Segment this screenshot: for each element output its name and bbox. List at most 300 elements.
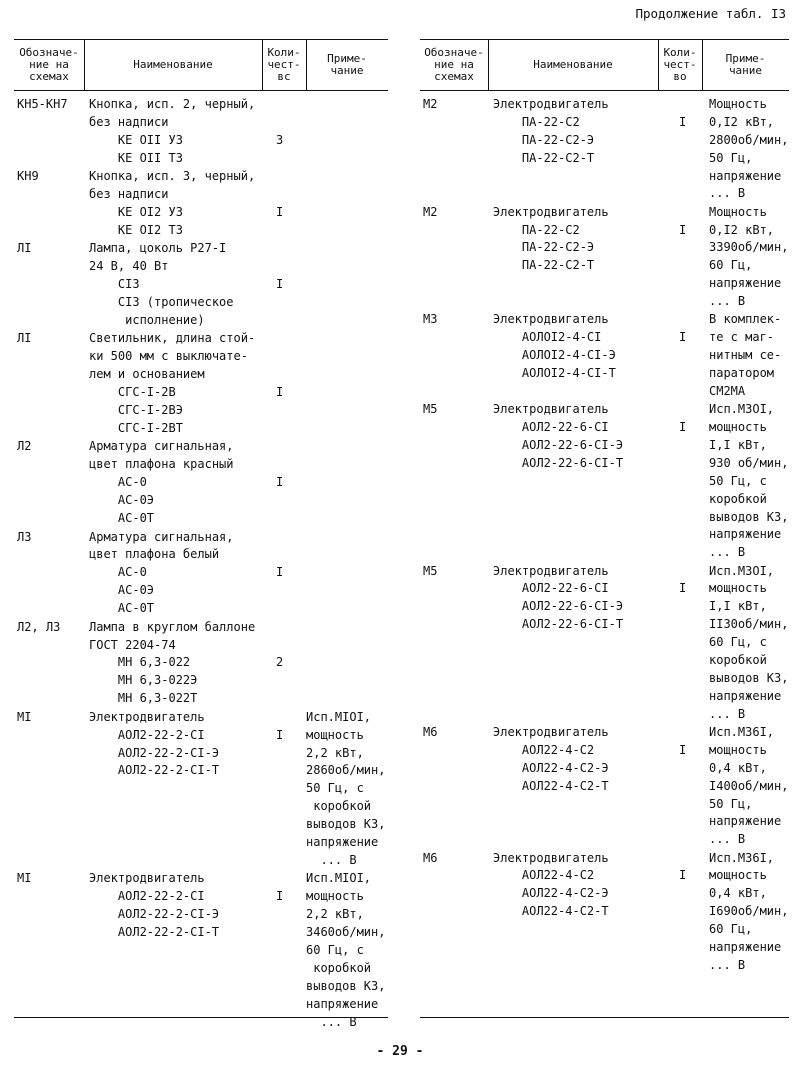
note-cell: Исп.М3ОI, [709, 402, 775, 417]
name-cell: Лампа, цоколь Р27-I [89, 241, 227, 256]
row-line [14, 222, 388, 240]
name-cell: АОЛ2-22-2-СI-Э [89, 907, 220, 922]
row-line [420, 670, 789, 688]
name-cell: лем и основанием [89, 367, 205, 382]
note-cell: те с маг- [709, 330, 775, 345]
row-line [420, 921, 789, 939]
row-line [420, 634, 789, 652]
note-cell: напряжение [709, 527, 782, 542]
note-cell: выводов КЗ, [306, 817, 386, 832]
quantity-cell: I [679, 330, 687, 345]
header-qty: Коли- чест- во [663, 46, 697, 83]
row-line [420, 401, 789, 419]
row-line [14, 834, 388, 852]
row-line [14, 438, 388, 456]
row-line [420, 168, 789, 186]
row-line [420, 114, 789, 132]
row-line [14, 366, 388, 384]
name-cell: КЕ ОI2 УЗ [89, 204, 183, 219]
name-cell: без надписи [89, 114, 169, 129]
name-cell: АОЛ2-22-6-СI [493, 581, 609, 596]
name-cell: ПА-22-С2-Т [493, 258, 595, 273]
note-cell: 50 Гц, с [709, 473, 767, 488]
note-cell: напряжение [709, 940, 782, 954]
designation-cell: Л3 [17, 529, 32, 544]
row-line [14, 762, 388, 780]
table-row [14, 96, 388, 168]
note-cell: Исп.МIОI, [306, 871, 372, 886]
name-cell: СIЗ [89, 277, 140, 292]
name-cell: Электродвигатель [493, 97, 609, 111]
row-line [420, 509, 789, 527]
quantity-cell: I [679, 222, 687, 237]
row-line [420, 96, 789, 114]
row-line [420, 311, 789, 329]
note-cell: мощность [306, 889, 364, 904]
row-line [14, 637, 388, 655]
row-line [420, 455, 789, 473]
note-cell: напряжение [306, 996, 379, 1011]
note-cell: коробкой [306, 960, 372, 975]
row-line [420, 867, 789, 885]
row-line [14, 709, 388, 727]
row-line [14, 312, 388, 330]
row-line [14, 204, 388, 222]
designation-cell: М6 [423, 850, 438, 865]
row-line [14, 672, 388, 690]
quantity-cell: I [679, 742, 687, 757]
note-cell: коробкой [709, 491, 767, 506]
note-cell: II30об/мин, [709, 617, 789, 632]
note-cell: 50 Гц, с [306, 781, 364, 796]
row-line [420, 563, 789, 581]
note-cell: 2800об/мин, [709, 132, 789, 147]
table-row [420, 563, 789, 724]
left-table-body [14, 91, 388, 1032]
table-row [14, 709, 388, 870]
quantity-cell: I [679, 114, 687, 129]
row-line [14, 258, 388, 276]
name-cell: АОЛОI2-4-СI-Э [493, 348, 616, 363]
name-cell: Электродвигатель [89, 871, 205, 886]
header-name: Наименование [533, 58, 613, 71]
right-table-body [420, 91, 789, 975]
row-line [420, 526, 789, 544]
row-line [420, 957, 789, 975]
row-line [14, 546, 388, 564]
name-cell: исполнение) [89, 312, 205, 327]
row-line [14, 474, 388, 492]
quantity-cell: I [679, 581, 687, 596]
row-line [420, 132, 789, 150]
quantity-cell: I [276, 475, 284, 490]
row-line [420, 419, 789, 437]
row-line [420, 850, 789, 868]
row-line [420, 239, 789, 257]
row-line [14, 996, 388, 1014]
row-line [420, 885, 789, 903]
note-cell: 60 Гц, с [306, 942, 364, 957]
note-cell: 2,2 кВт, [306, 907, 364, 922]
row-line [420, 813, 789, 831]
header-note: Приме- чание [327, 52, 367, 77]
row-line [14, 294, 388, 312]
row-line [14, 168, 388, 186]
name-cell: МН 6,3-022Э [89, 673, 198, 688]
row-line [420, 778, 789, 796]
row-line [420, 222, 789, 240]
quantity-cell: I [679, 420, 687, 435]
note-cell: 0,4 кВт, [709, 760, 767, 775]
name-cell: АОЛ2-22-6-СI-Т [493, 617, 624, 632]
note-cell: ... В [709, 545, 746, 560]
row-line [14, 402, 388, 420]
table-row [14, 529, 388, 619]
row-line [14, 529, 388, 547]
note-cell: 60 Гц, с [709, 635, 767, 650]
name-cell: ПА-22-С2-Э [493, 240, 595, 255]
designation-cell: М6 [423, 724, 438, 739]
name-cell: АОЛ2-22-2-СI [89, 727, 205, 742]
name-cell: СГС-I-2ВЭ [89, 403, 183, 418]
note-cell: 50 Гц, [709, 796, 753, 811]
designation-cell: ЛI [17, 241, 32, 256]
table-row [420, 724, 789, 849]
note-cell: выводов КЗ, [306, 978, 386, 993]
row-line [14, 690, 388, 708]
row-line [420, 742, 789, 760]
table-row [420, 204, 789, 311]
row-line [420, 347, 789, 365]
header-code: Обозначе- ние на схемах [424, 46, 484, 83]
note-cell: ... В [709, 832, 746, 847]
note-cell: СМ2МА [709, 383, 746, 398]
note-cell: I,I кВт, [709, 437, 767, 452]
name-cell: Электродвигатель [493, 563, 609, 578]
row-line [14, 780, 388, 798]
designation-cell: Л2, Л3 [17, 619, 61, 634]
name-cell: АС-0Т [89, 511, 155, 526]
note-cell: I400об/мин, [709, 778, 789, 793]
row-line [420, 652, 789, 670]
note-cell: мощность [306, 727, 364, 742]
name-cell: Электродвигатель [89, 709, 205, 724]
row-line [420, 491, 789, 509]
note-cell: Мощность [709, 204, 767, 219]
name-cell: Кнопка, исп. 2, черный, [89, 97, 256, 111]
row-line [14, 96, 388, 114]
note-cell: 0,I2 кВт, [709, 114, 775, 129]
note-cell: 0,I2 кВт, [709, 222, 775, 237]
row-line [420, 383, 789, 401]
right-table-header [420, 39, 789, 91]
name-cell: АОЛ2-22-6-СI-Т [493, 455, 624, 470]
designation-cell: МI [17, 871, 32, 886]
note-cell: нитным се- [709, 348, 782, 363]
name-cell: ПА-22-С2-Т [493, 150, 595, 165]
note-cell: ... В [306, 1014, 357, 1029]
row-line [420, 150, 789, 168]
note-cell: напряжение [709, 276, 782, 291]
header-qty: Коли- чест- вс [267, 46, 301, 83]
name-cell: цвет плафона красный [89, 457, 234, 472]
row-line [420, 257, 789, 275]
name-cell: ки 500 мм с выключате- [89, 349, 248, 364]
name-cell: Арматура сигнальная, [89, 439, 234, 454]
table-row [14, 619, 388, 709]
name-cell: Электродвигатель [493, 850, 609, 865]
table-row [14, 870, 388, 1031]
table-caption: Продолжение табл. I3 [635, 6, 786, 21]
note-cell: ... В [709, 706, 746, 721]
row-line [14, 492, 388, 510]
row-line [420, 293, 789, 311]
name-cell: АОЛ2-22-2-СI [89, 889, 205, 904]
quantity-cell: I [276, 385, 284, 400]
name-cell: АС-0Э [89, 583, 155, 598]
left-table [14, 39, 388, 1032]
row-line [14, 564, 388, 582]
designation-cell: М2 [423, 204, 438, 219]
table-row [420, 850, 789, 975]
name-cell: АОЛ22-4-С2-Э [493, 760, 609, 775]
row-line [14, 276, 388, 294]
row-line [420, 796, 789, 814]
row-line [420, 760, 789, 778]
row-line [14, 745, 388, 763]
name-cell: СГС-I-2В [89, 385, 176, 400]
header-code: Обозначе- ние на схемах [19, 46, 79, 83]
note-cell: 3460об/мин, [306, 925, 386, 940]
row-line [420, 598, 789, 616]
row-line [14, 870, 388, 888]
row-line [420, 831, 789, 849]
row-line [14, 420, 388, 438]
name-cell: АОЛОI2-4-СI [493, 330, 602, 345]
row-line [420, 616, 789, 634]
quantity-cell: I [276, 889, 284, 904]
note-cell: Исп.МIОI, [306, 709, 372, 724]
name-cell: АОЛ2-22-2-СI-Т [89, 925, 220, 940]
note-cell: 60 Гц, [709, 922, 753, 937]
row-line [14, 816, 388, 834]
row-line [420, 437, 789, 455]
note-cell: 50 Гц, [709, 150, 753, 165]
name-cell: ПА-22-С2 [493, 222, 580, 237]
row-line [420, 473, 789, 491]
header-name: Наименование [133, 58, 213, 71]
left-table-header [14, 39, 388, 91]
row-line [14, 654, 388, 672]
designation-cell: М5 [423, 563, 438, 578]
note-cell: напряжение [709, 688, 782, 703]
right-table-bottom-rule [420, 1017, 789, 1018]
note-cell: 60 Гц, [709, 258, 753, 273]
row-line [14, 888, 388, 906]
table-row [420, 96, 789, 203]
quantity-cell: I [276, 204, 284, 219]
row-line [14, 906, 388, 924]
name-cell: АОЛ22-4-С2-Э [493, 886, 609, 901]
row-line [14, 798, 388, 816]
row-line [14, 600, 388, 618]
row-line [14, 186, 388, 204]
table-row [420, 311, 789, 401]
row-line [420, 724, 789, 742]
name-cell: цвет плафона белый [89, 547, 220, 562]
note-cell: выводов КЗ, [709, 509, 789, 524]
row-line [420, 939, 789, 957]
name-cell: КЕ ОI2 ТЗ [89, 222, 183, 237]
name-cell: АОЛОI2-4-СI-Т [493, 366, 616, 381]
row-line [14, 114, 388, 132]
note-cell: мощность [709, 742, 767, 757]
row-line [14, 384, 388, 402]
table-row [420, 401, 789, 562]
row-line [420, 365, 789, 383]
name-cell: АС-0 [89, 565, 147, 580]
note-cell: напряжение [709, 814, 782, 829]
row-line [14, 978, 388, 996]
name-cell: АС-0Э [89, 493, 155, 508]
row-line [420, 544, 789, 562]
name-cell: СГС-I-2ВТ [89, 420, 183, 435]
name-cell: ПА-22-С2 [493, 114, 580, 129]
row-line [14, 619, 388, 637]
name-cell: АОЛ22-4-С2-Т [493, 778, 609, 793]
name-cell: АС-0Т [89, 601, 155, 616]
note-cell: 2,2 кВт, [306, 745, 364, 760]
row-line [14, 582, 388, 600]
quantity-cell: I [276, 565, 284, 580]
note-cell: Исп.М36I, [709, 850, 775, 865]
name-cell: МН 6,3-022Т [89, 691, 198, 706]
name-cell: АОЛ2-22-2-СI-Т [89, 763, 220, 778]
note-cell: Мощность [709, 97, 767, 111]
row-line [14, 960, 388, 978]
designation-cell: ЛI [17, 331, 32, 346]
designation-cell: МI [17, 709, 32, 724]
name-cell: ГОСТ 2204-74 [89, 637, 176, 652]
note-cell: В комплек- [709, 312, 782, 327]
name-cell: МН 6,3-022 [89, 655, 191, 670]
name-cell: АОЛ22-4-С2 [493, 868, 595, 883]
note-cell: ... В [709, 186, 746, 201]
name-cell: КЕ ОII УЗ [89, 132, 183, 147]
row-line [14, 924, 388, 942]
designation-cell: М2 [423, 97, 438, 111]
right-table [420, 39, 789, 975]
note-cell: паратором [709, 366, 775, 381]
row-line [14, 942, 388, 960]
note-cell: напряжение [709, 168, 782, 183]
table-row [14, 438, 388, 528]
row-line [420, 580, 789, 598]
table-row [14, 330, 388, 437]
name-cell: АОЛ2-22-2-СI-Э [89, 745, 220, 760]
designation-cell: М5 [423, 402, 438, 417]
name-cell: АОЛ22-4-С2 [493, 742, 595, 757]
note-cell: коробкой [306, 799, 372, 814]
note-cell: 0,4 кВт, [709, 886, 767, 901]
row-line [14, 852, 388, 870]
name-cell: Светильник, длина стой- [89, 331, 256, 346]
name-cell: АОЛ2-22-6-СI-Э [493, 437, 624, 452]
row-line [14, 330, 388, 348]
quantity-cell: 3 [276, 132, 284, 147]
name-cell: АОЛ22-4-С2-Т [493, 904, 609, 919]
note-cell: коробкой [709, 653, 767, 668]
name-cell: 24 В, 40 Вт [89, 259, 169, 274]
name-cell: СIЗ (тропическое [89, 295, 234, 310]
header-note: Приме- чание [725, 52, 766, 77]
row-line [420, 204, 789, 222]
note-cell: I,I кВт, [709, 599, 767, 614]
note-cell: I690об/мин, [709, 904, 789, 919]
name-cell: АОЛ2-22-6-СI [493, 420, 609, 435]
name-cell: АС-0 [89, 475, 147, 490]
note-cell: напряжение [306, 834, 379, 849]
name-cell: КЕ ОII Т3 [89, 150, 183, 165]
row-line [420, 275, 789, 293]
row-line [420, 706, 789, 724]
designation-cell: КН5-КН7 [17, 97, 68, 111]
designation-cell: М3 [423, 312, 438, 327]
note-cell: ... В [709, 294, 746, 309]
table-row [14, 168, 388, 240]
row-line [14, 150, 388, 168]
note-cell: ... В [306, 852, 357, 867]
designation-cell: Л2 [17, 439, 32, 454]
name-cell: Электродвигатель [493, 724, 609, 739]
note-cell: 2860об/мин, [306, 763, 386, 778]
note-cell: ... В [709, 957, 746, 972]
note-cell: 930 об/мин, [709, 455, 789, 470]
name-cell: Электродвигатель [493, 312, 609, 327]
row-line [420, 329, 789, 347]
row-line [14, 510, 388, 528]
row-line [14, 240, 388, 258]
name-cell: Лампа в круглом баллоне [89, 619, 256, 634]
row-line [14, 456, 388, 474]
quantity-cell: 2 [276, 655, 284, 670]
name-cell: Электродвигатель [493, 402, 609, 417]
designation-cell: КН9 [17, 169, 39, 184]
note-cell: мощность [709, 420, 767, 435]
name-cell: ПА-22-С2-Э [493, 132, 595, 147]
quantity-cell: I [679, 868, 687, 883]
name-cell: без надписи [89, 187, 169, 202]
note-cell: Исп.М3ОI, [709, 563, 775, 578]
row-line [420, 185, 789, 203]
note-cell: мощность [709, 868, 767, 883]
row-line [14, 132, 388, 150]
row-line [420, 688, 789, 706]
name-cell: Арматура сигнальная, [89, 529, 234, 544]
table-row [14, 240, 388, 330]
note-cell: мощность [709, 581, 767, 596]
page-number: - 29 - [376, 1044, 424, 1059]
quantity-cell: I [276, 277, 284, 292]
left-table-bottom-rule [14, 1017, 388, 1018]
name-cell: Кнопка, исп. 3, черный, [89, 169, 256, 184]
row-line [14, 348, 388, 366]
note-cell: Исп.М36I, [709, 724, 775, 739]
name-cell: АОЛ2-22-6-СI-Э [493, 599, 624, 614]
note-cell: выводов КЗ, [709, 670, 789, 685]
note-cell: 3390об/мин, [709, 240, 789, 255]
row-line [420, 903, 789, 921]
